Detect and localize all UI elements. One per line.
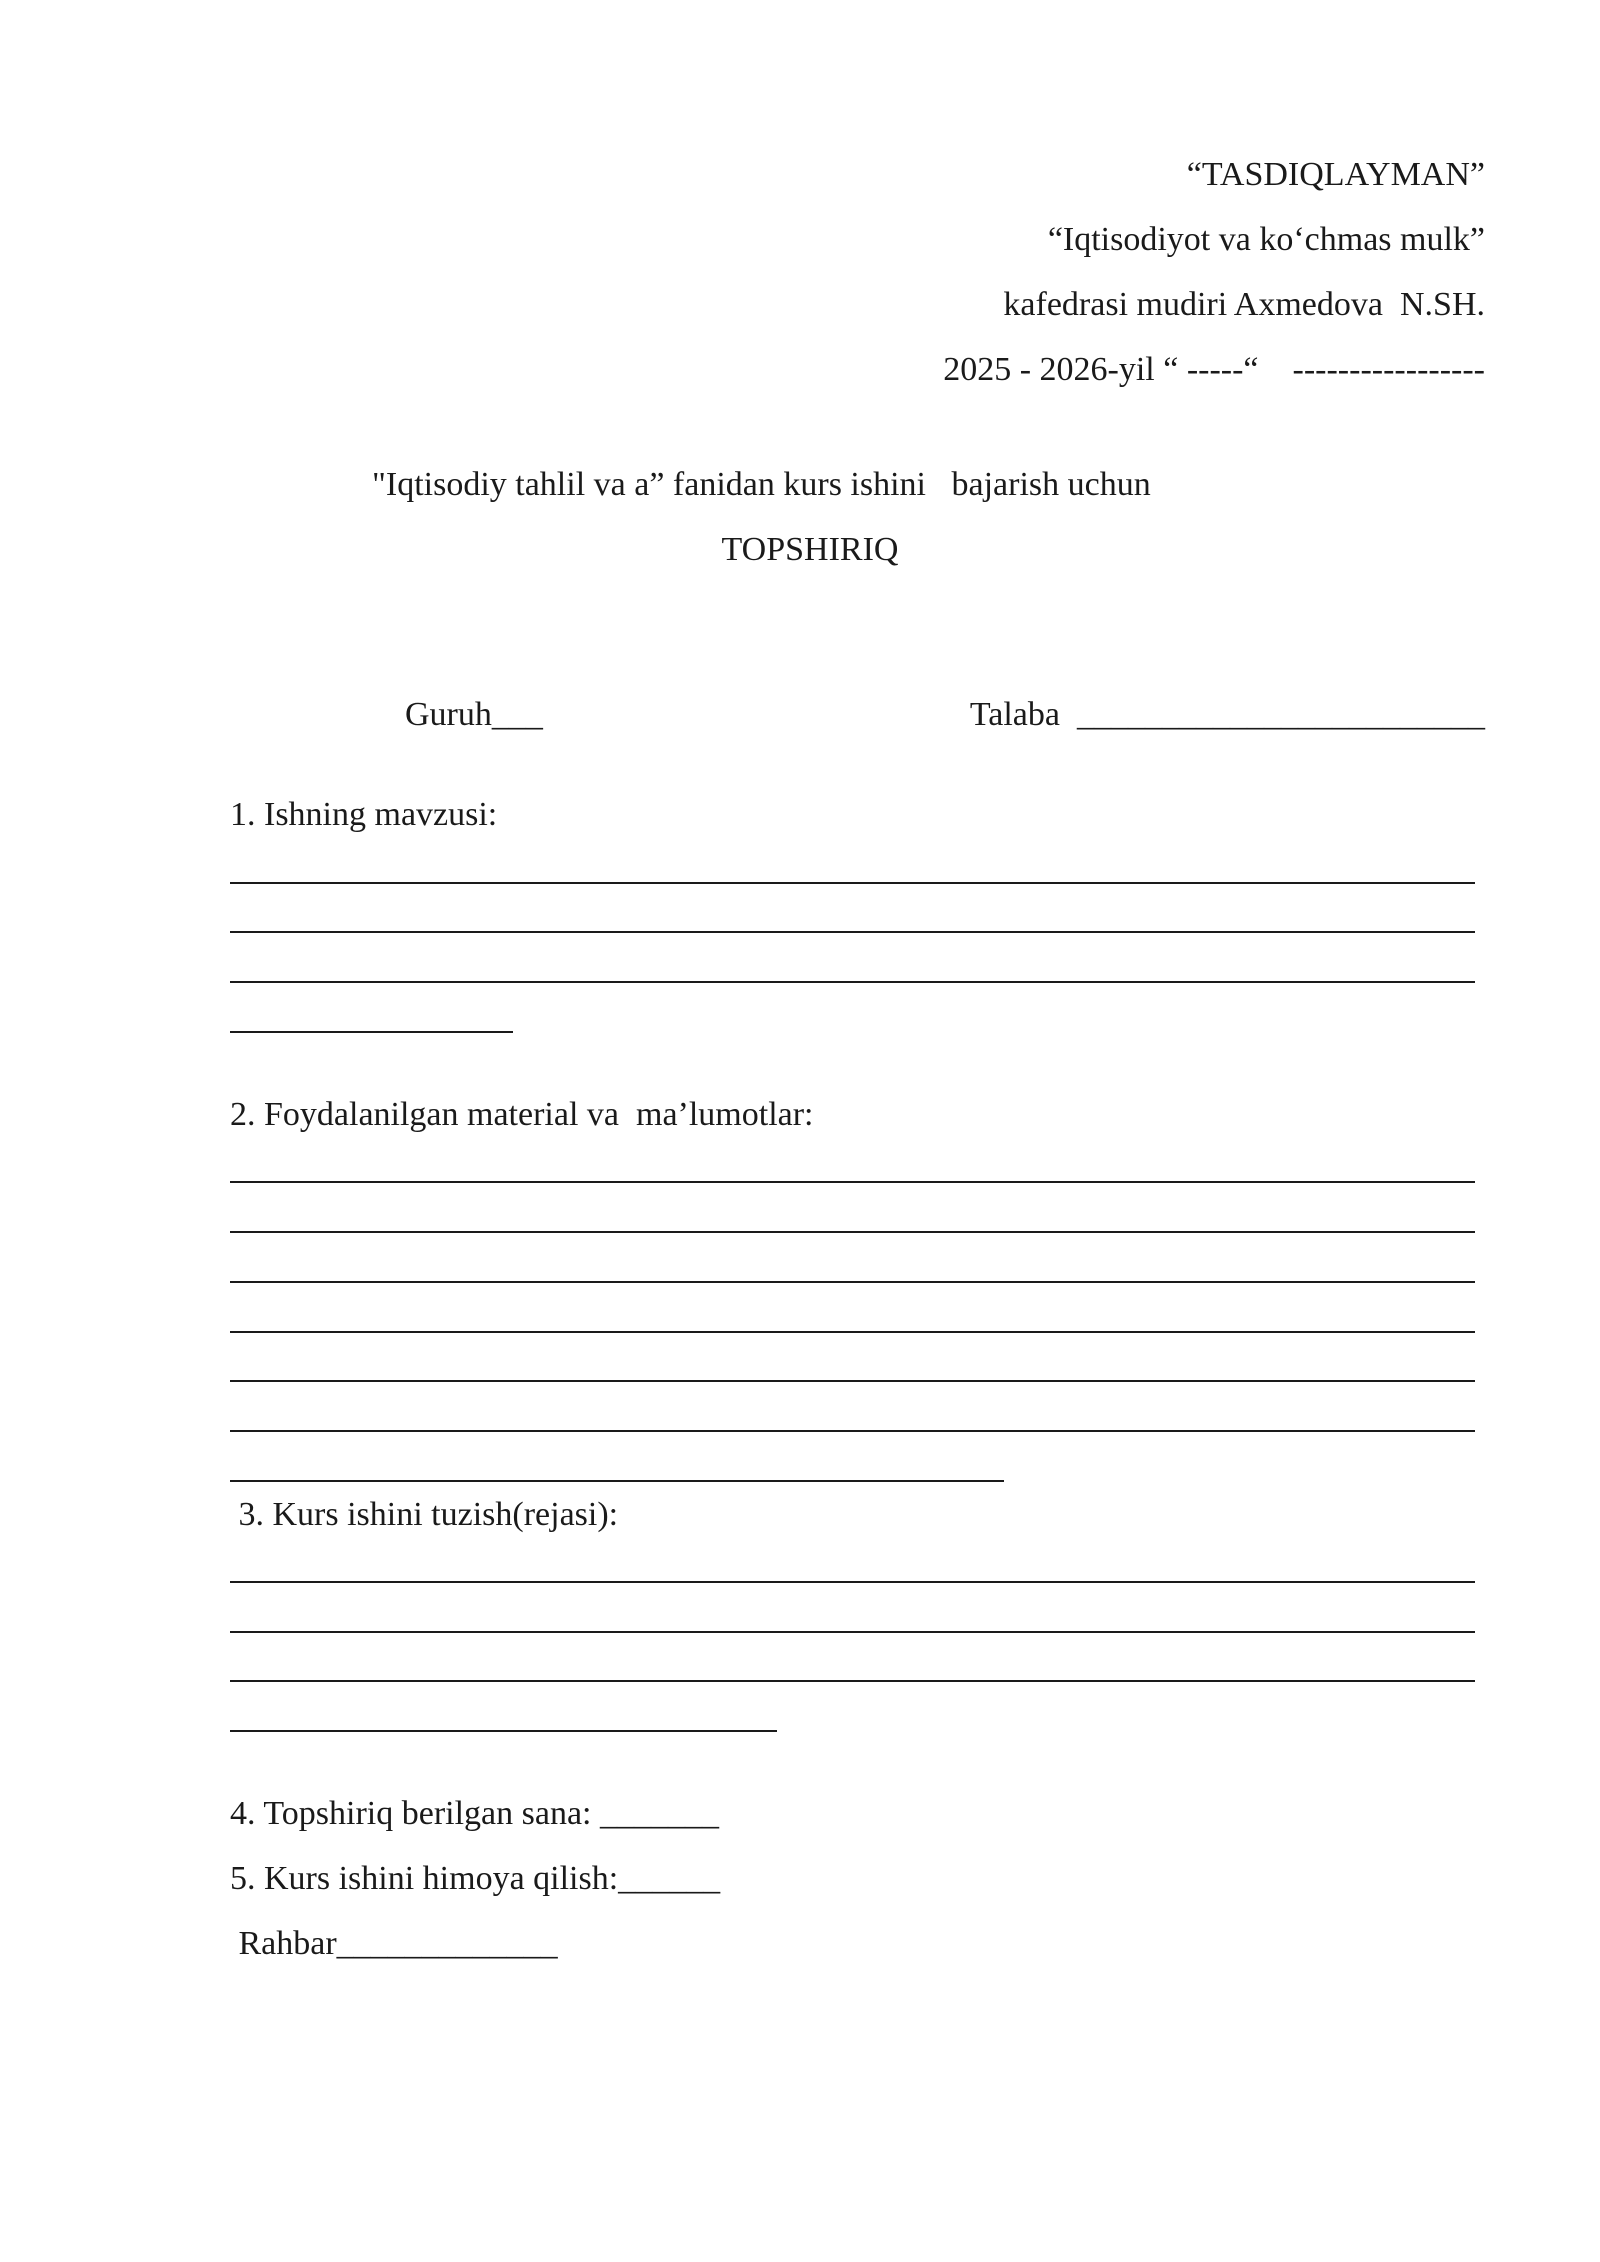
approval-head-name: kafedrasi mudiri Axmedova N.SH. (1003, 286, 1485, 323)
student-field: Talaba ________________________ (969, 696, 1485, 733)
topic-answer-line (230, 981, 1475, 983)
group-field: Guruh___ (405, 696, 543, 733)
materials-answer-line (230, 1480, 1004, 1482)
materials-answer-line (230, 1231, 1475, 1233)
section-topic-label: 1. Ishning mavzusi: (230, 796, 498, 833)
topic-answer-line (230, 1031, 513, 1033)
document-title: TOPSHIRIQ (721, 531, 899, 568)
plan-answer-line (230, 1631, 1475, 1633)
plan-answer-line (230, 1581, 1475, 1583)
approval-department: “Iqtisodiyot va ko‘chmas mulk” (1047, 221, 1485, 258)
plan-answer-line (230, 1680, 1475, 1682)
defense-field: 5. Kurs ishini himoya qilish:______ (230, 1860, 721, 1897)
plan-answer-line (230, 1730, 777, 1732)
topic-answer-line (230, 931, 1475, 933)
supervisor-field: Rahbar_____________ (230, 1925, 558, 1962)
materials-answer-line (230, 1380, 1475, 1382)
materials-answer-line (230, 1430, 1475, 1432)
section-plan-label: 3. Kurs ishini tuzish(rejasi): (230, 1496, 619, 1533)
approval-date: 2025 - 2026-yil “ -----“ ----------------- (943, 351, 1485, 388)
approval-heading: “TASDIQLAYMAN” (1186, 156, 1485, 193)
assignment-subject: "Iqtisodiy tahlil va a” fanidan kurs ishini bajarish uchun (372, 466, 1151, 503)
topic-answer-line (230, 882, 1475, 884)
section-materials-label: 2. Foydalanilgan material va ma’lumotlar: (230, 1096, 814, 1133)
materials-answer-line (230, 1181, 1475, 1183)
assignment-date-field: 4. Topshiriq berilgan sana: _______ (230, 1795, 719, 1832)
materials-answer-line (230, 1281, 1475, 1283)
materials-answer-line (230, 1331, 1475, 1333)
